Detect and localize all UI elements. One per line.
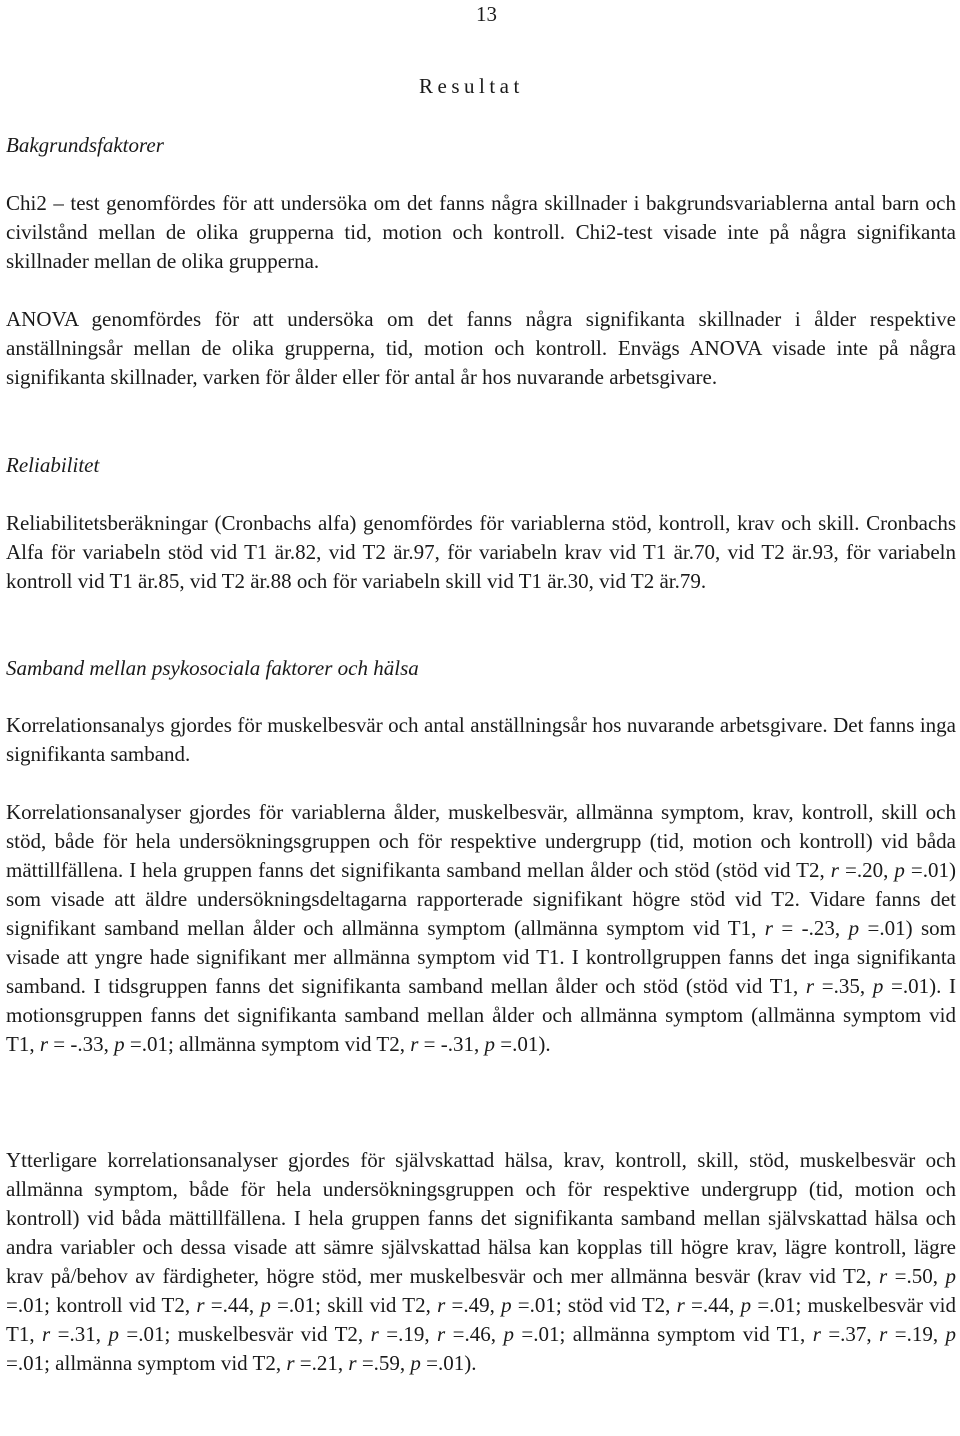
heading-reliabilitet: Reliabilitet xyxy=(6,453,100,477)
paragraph-korrelationsanalyser: Korrelationsanalyser gjordes för variablerna ålder, muskelbesvär, allmänna symptom, krav, kontroll, skill och stöd, både för hela undersökningsgruppen och för respektive undergrupp (tid, motion och kontroll) vid båda mättillfällena. I hela gruppen fanns det signifikanta samband mellan ålder och stöd (stöd vid T2, r =.20, p =.01) som visade att äldre undersökningsdeltagarna rapporterade signifikant högre stöd vid T2. Vidare fanns det signifikant samband mellan ålder och allmänna symptom (allmänna symptom vid T1, r = -.23, p =.01) som visade att yngre hade signifikant mer allmänna symptom vid T1. I kontrollgruppen fanns det inga signifikanta samband. I tidsgruppen fanns det signifikanta samband mellan ålder och stöd (stöd vid T1, r =.35, p =.01). I motionsgruppen fanns det signifikanta samband mellan ålder och allmänna symptom (allmänna symptom vid T1, r = -.33, p =.01; allmänna symptom vid T2, r = -.31, p =.01). xyxy=(6,800,957,1056)
paragraph-chi2: Chi2 – test genomfördes för att undersöka om det fanns några skillnader i bakgrundsvariablerna antal barn och civilstånd mellan de olika grupperna tid, motion och kontroll. Chi2-test visade inte på några signifikanta skillnader mellan de olika grupperna. xyxy=(6,191,956,273)
page-number: 13 xyxy=(476,2,497,26)
paragraph-ytterligare-korrelation: Ytterligare korrelationsanalyser gjordes för självskattad hälsa, krav, kontroll, skill, stöd, muskelbesvär och allmänna symptom, både för hela undersökningsgruppen och för respektive undergrupp (tid, motion och kontroll) vid båda mättillfällena. I hela gruppen fanns det signifikanta samband mellan självskattad hälsa och andra variabler och dessa visade att sämre självskattad hälsa kan kopplas till högre krav, lägre kontroll, lägre krav på/behov av färdigheter, högre stöd, mer muskelbesvär och mer allmänna besvär (krav vid T2, r =.50, p =.01; kontroll vid T2, r =.44, p =.01; skill vid T2, r =.49, p =.01; stöd vid T2, r =.44, p =.01; muskelbesvär vid T1, r =.31, p =.01; muskelbesvär vid T2, r =.19, r =.46, p =.01; allmänna symptom vid T1, r =.37, r =.19, p =.01; allmänna symptom vid T2, r =.21, r =.59, p =.01). xyxy=(6,1148,957,1375)
paragraph-anova: ANOVA genomfördes för att undersöka om det fanns några signifikanta skillnader i ålder respektive anställningsår mellan de olika grupperna, tid, motion och kontroll. Envägs ANOVA visade inte på några signifikanta skillnader, varken för ålder eller för antal år hos nuvarande arbetsgivare. xyxy=(6,307,956,389)
paragraph-korrelation-muskelbesvar: Korrelationsanalys gjordes för muskelbesvär och antal anställningsår hos nuvarande arbetsgivare. Det fanns inga signifikanta samband. xyxy=(6,713,956,766)
heading-bakgrundsfaktorer: Bakgrundsfaktorer xyxy=(6,133,164,157)
section-title: Resultat xyxy=(419,74,524,98)
paragraph-reliabilitet: Reliabilitetsberäkningar (Cronbachs alfa) genomfördes för variablerna stöd, kontroll, krav och skill. Cronbachs Alfa för variabeln stöd vid T1 är.82, vid T2 är.97, för variabeln krav vid T1 är.70, vid T2 är.93, för variabeln kontroll vid T1 är.85, vid T2 är.88 och för variabeln skill vid T1 är.30, vid T2 är.79. xyxy=(6,511,956,593)
heading-samband: Samband mellan psykosociala faktorer och hälsa xyxy=(6,656,419,680)
